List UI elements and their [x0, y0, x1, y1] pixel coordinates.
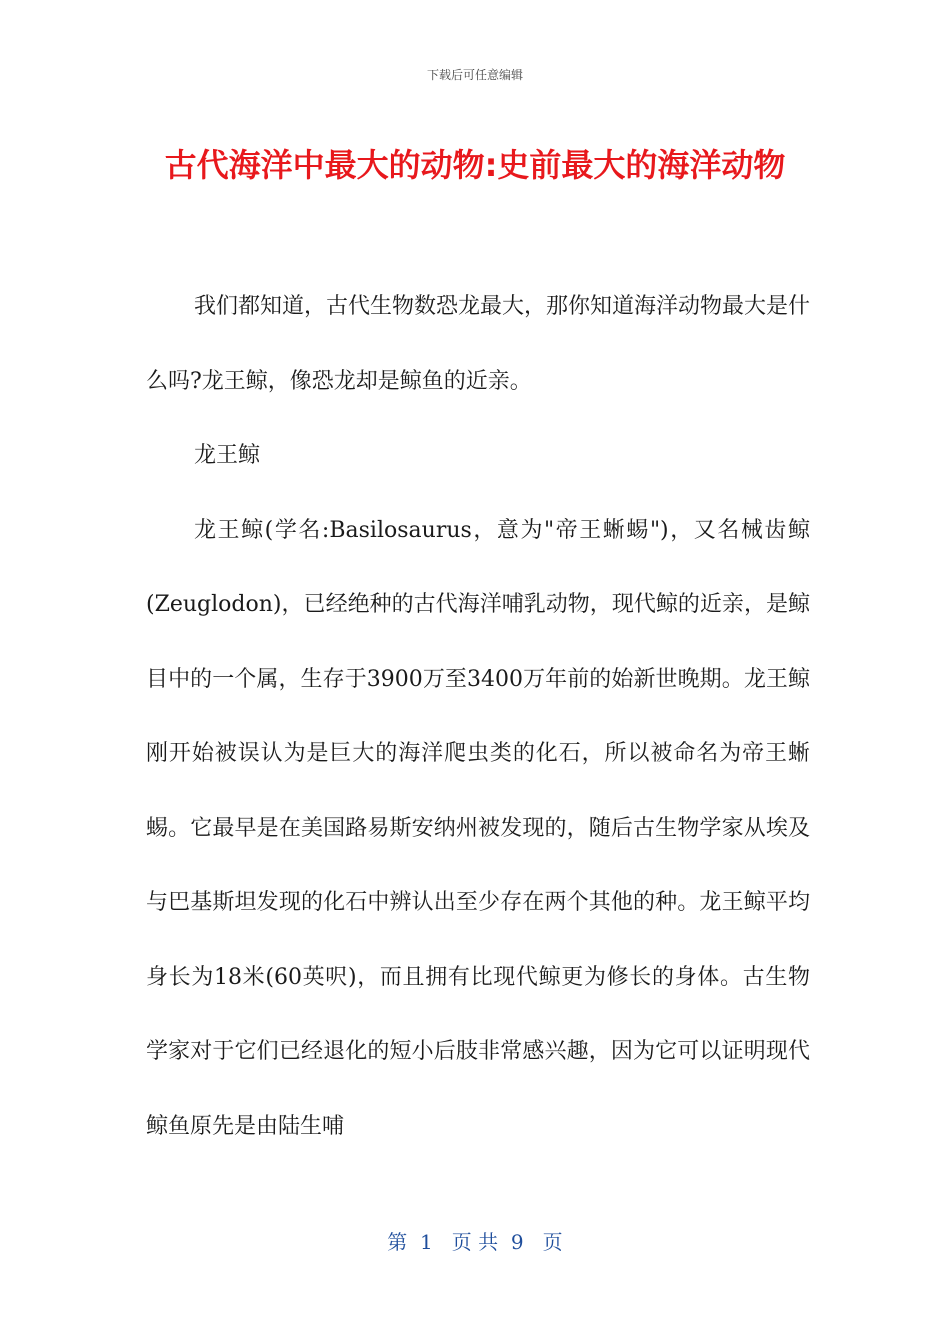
- header-note: 下载后可任意编辑: [426, 68, 523, 82]
- document-body: [146, 270, 810, 1164]
- section-heading: 龙王鲸: [194, 443, 261, 468]
- page-number-footer: 第 1 页 共 9 页: [387, 1230, 563, 1254]
- paragraph-intro: 我们都知道，古代生物数恐龙最大，那你知道海洋动物最大是什么吗?龙王鲸，像恐龙却是鲸鱼的近亲。: [146, 294, 811, 394]
- page-title: 古代海洋中最大的动物:史前最大的海洋动物: [164, 146, 786, 184]
- paragraph-basilosaurus: 龙王鲸(学名:Basilosaurus，意为"帝王蜥蜴")，又名械齿鲸(Zeuglodon)，已经绝种的古代海洋哺乳动物，现代鲸的近亲，是鲸目中的一个属，生存于3900万至3400万年前的始新世晚期。龙王鲸刚开始被误认为是巨大的海洋爬虫类的化石，所以被命名为帝王蜥蜴。它最早是在美国路易斯安纳州被发现的，随后古生物学家从埃及与巴基斯坦发现的化石中辨认出至少存在两个其他的种。龙王鲸平均身长为18米(60英呎)，而且拥有比现代鲸更为修长的身体。古生物学家对于它们已经退化的短小后肢非常感兴趣，因为它可以证明现代鲸鱼原先是由陆生哺: [146, 517, 810, 1139]
